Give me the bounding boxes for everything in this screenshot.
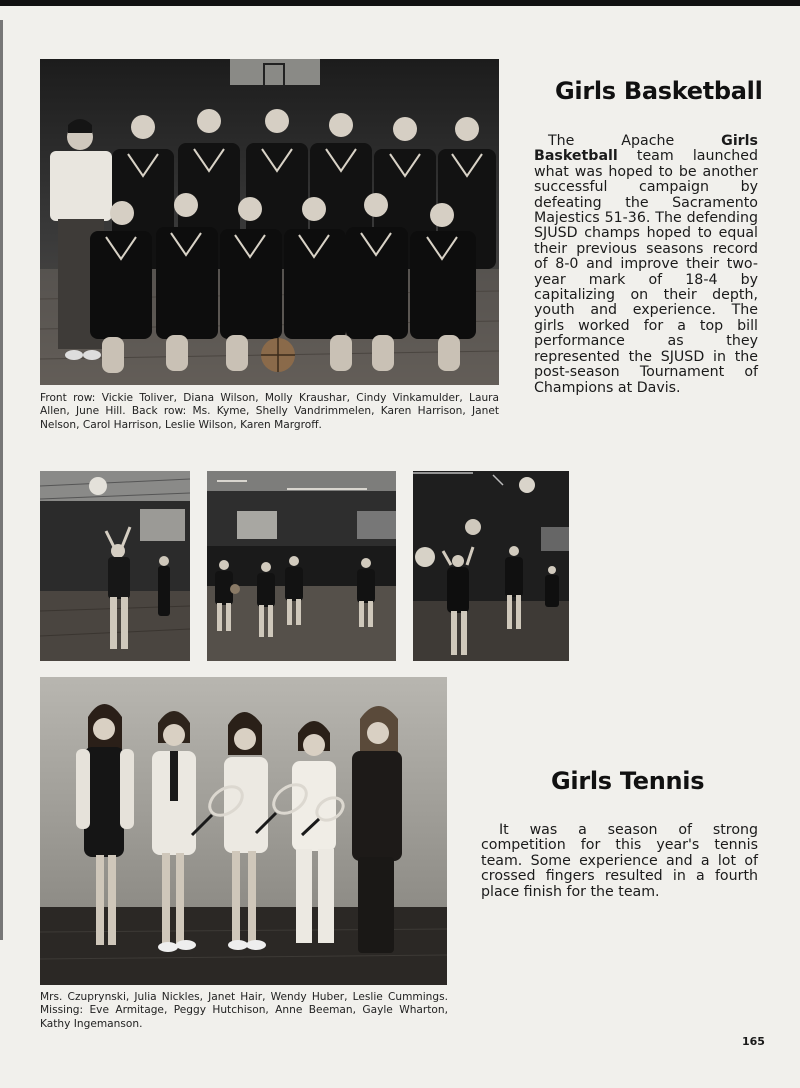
basketball-team-caption: Front row: Vickie Toliver, Diana Wilson, Molly Kraushar, Cindy Vinkamulder, Laura Allen, June Hill. Back row: Ms. Kyme, Shelly Vandrimmelen, Karen Harrison, Janet Nelson, Carol Harrison, Leslie Wilson, Karen Margroff. [40, 392, 499, 431]
basketball-paragraph [534, 134, 758, 396]
basketball-team-photo [40, 59, 499, 385]
page-number: 165 [742, 1035, 765, 1048]
tennis-heading: Girls Tennis [551, 767, 705, 795]
page-binding-edge [0, 20, 3, 940]
basketball-paragraph-bold: Girls Basketball [534, 133, 758, 165]
basketball-action-photo-2 [207, 471, 396, 661]
basketball-action-photo-3 [413, 471, 569, 661]
tennis-paragraph: It was a season of strong competition for this year's tennis team. Some experience and a lot of crossed fingers resulted in a fourth place finish for the team. [481, 822, 758, 900]
page-top-edge [0, 0, 800, 6]
basketball-action-photo-1 [40, 471, 190, 661]
tennis-team-caption: Mrs. Czuprynski, Julia Nickles, Janet Hair, Wendy Huber, Leslie Cummings. Missing: Eve Armitage, Peggy Hutchison, Anne Beeman, Gayle Wharton, Kathy Ingemanson. [40, 991, 448, 1030]
basketball-paragraph-rest: team launched what was hoped to be another successful campaign by defeating the Sacramento Majestics 51-36. The defending SJUSD champs hoped to equal their previous seasons record of 8-0 and improve their two-year mark of 18-4 by capitalizing on their depth, youth and experience. The girls worked for a top bill performance as they represented the SJUSD in the post-season Tournament of Champions at Davis. [534, 148, 758, 396]
basketball-heading: Girls Basketball [555, 77, 763, 105]
basketball-paragraph-start: The Apache [548, 133, 722, 149]
tennis-team-photo [40, 677, 447, 985]
